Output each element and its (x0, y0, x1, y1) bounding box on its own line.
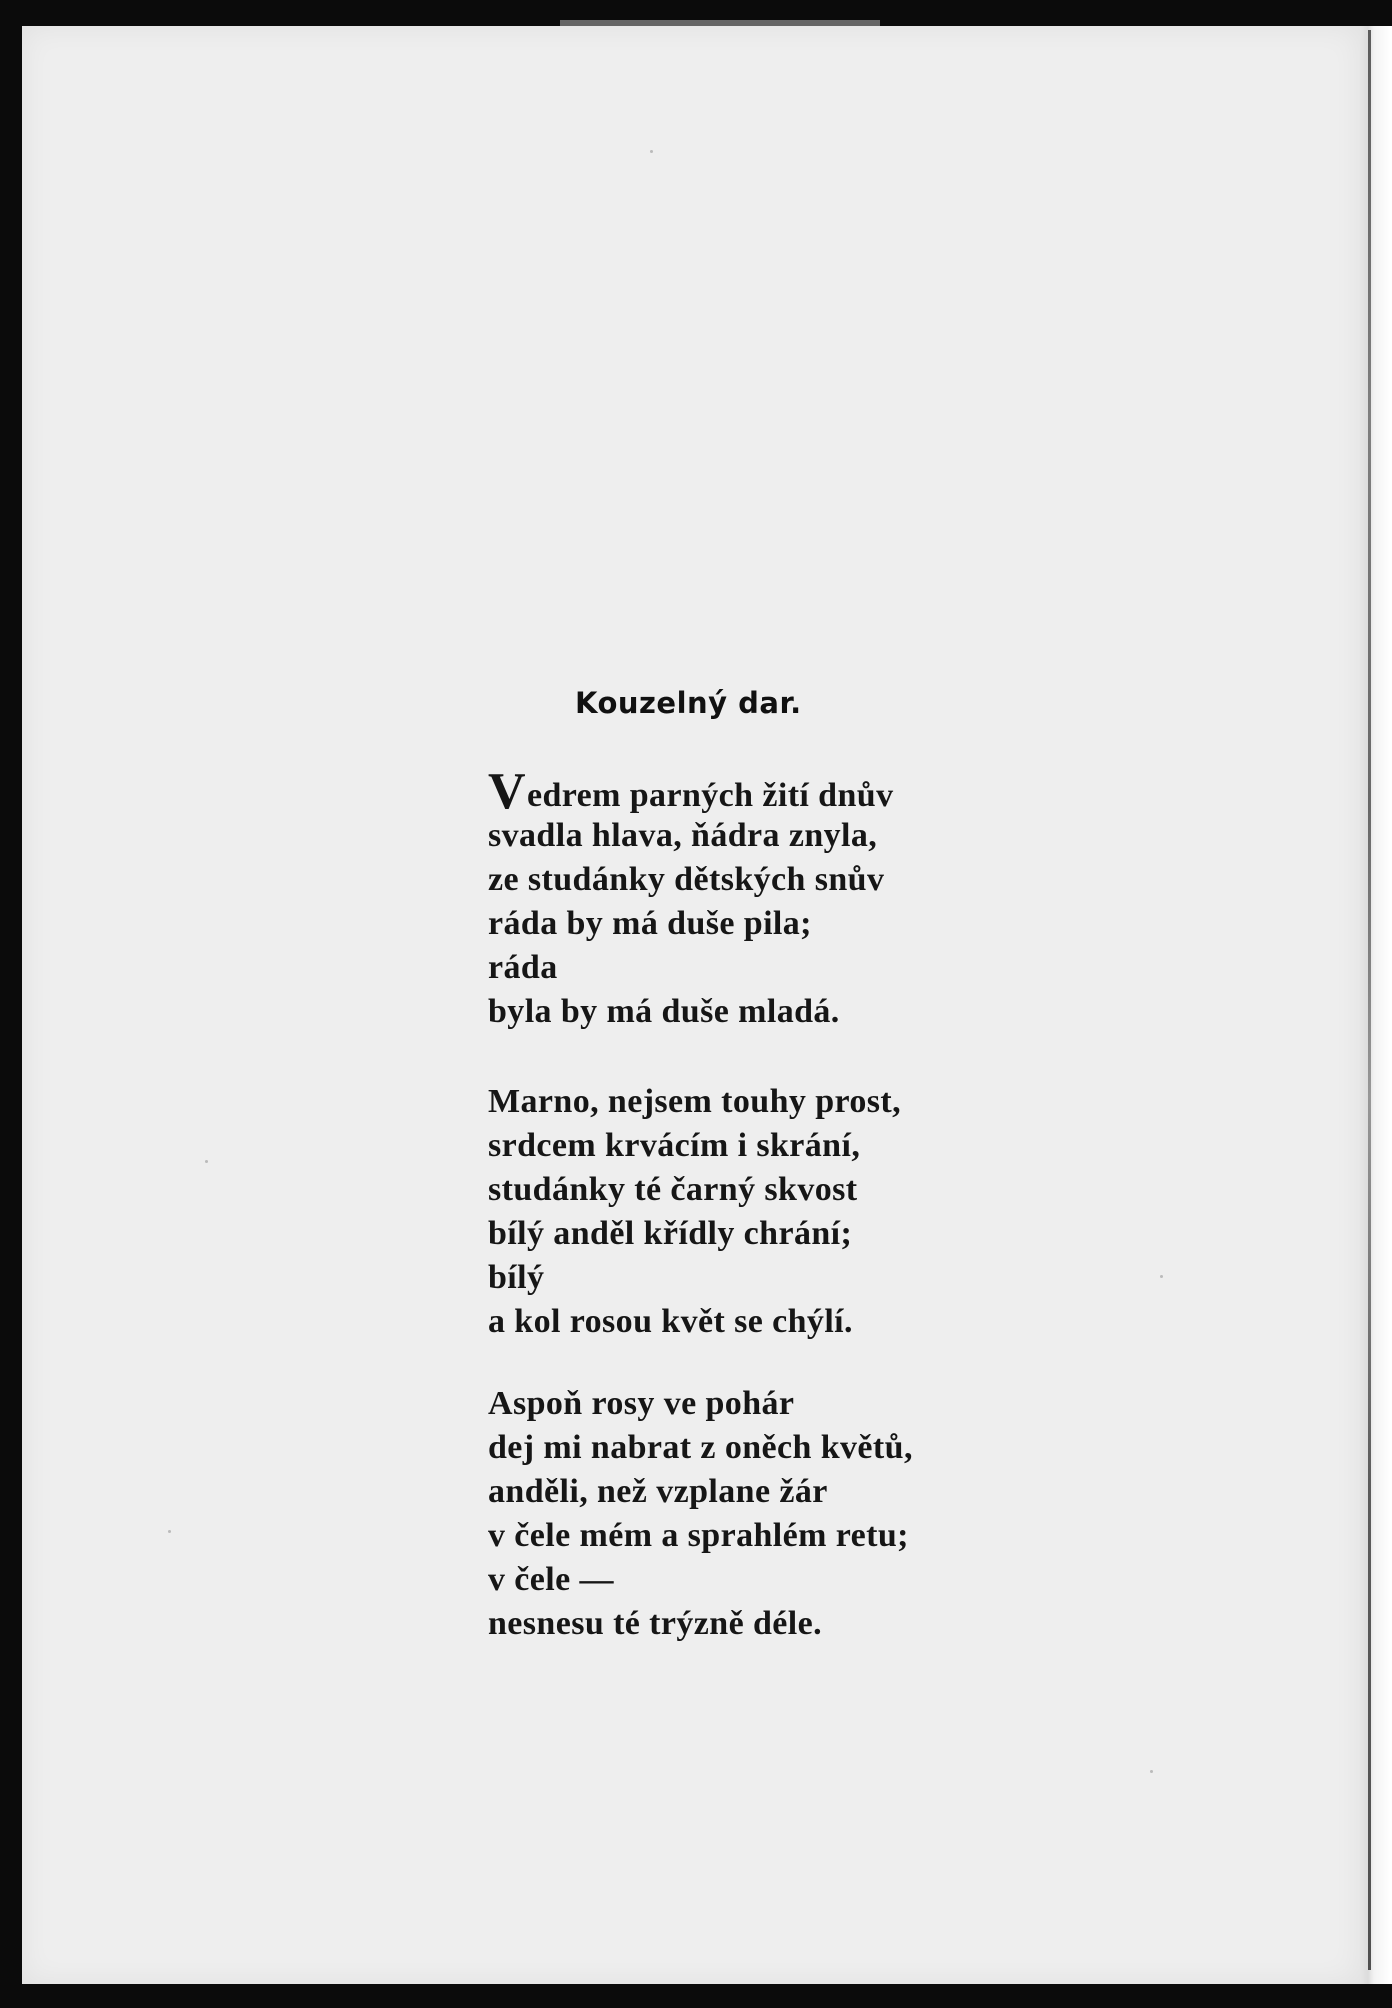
poem-line: ze studánky dětských snův (488, 861, 885, 898)
drop-cap: V (488, 763, 526, 820)
line-text: edrem parných žití dnův (526, 777, 894, 814)
poem-line: Aspoň rosy ve pohár (488, 1385, 795, 1422)
paper-speck (650, 150, 653, 153)
stanza (488, 1080, 1088, 1344)
poem-line: srdcem krvácím i skrání, (488, 1127, 861, 1164)
paper-speck (168, 1530, 171, 1533)
poem-line: dej mi nabrat z oněch květů, (488, 1429, 913, 1466)
poem-line: bílý anděl křídly chrání; (488, 1215, 853, 1252)
top-edge-artifact (560, 20, 880, 26)
paper-speck (205, 1160, 208, 1163)
poem-line: v čele — (488, 1561, 614, 1598)
poem-line: bílý (488, 1259, 545, 1296)
poem-line: svadla hlava, ňádra znyla, (488, 817, 878, 854)
stanza (488, 1382, 1088, 1646)
poem-line: ráda (488, 949, 558, 986)
poem-line: nesnesu té trýzně déle. (488, 1605, 823, 1642)
poem-line: byla by má duše mladá. (488, 993, 840, 1030)
poem-line: a kol rosou květ se chýlí. (488, 1303, 853, 1340)
poem-line: studánky té čarný skvost (488, 1171, 858, 1208)
paper-speck (1150, 1770, 1153, 1773)
poem-line: Marno, nejsem touhy prost, (488, 1083, 902, 1120)
poem-title: Kouzelný dar. (575, 686, 802, 720)
poem-line: v čele mém a sprahlém retu; (488, 1517, 909, 1554)
poem-line (488, 763, 1088, 820)
poem-line: ráda by má duše pila; (488, 905, 812, 942)
poem-line: anděli, než vzplane žár (488, 1473, 828, 1510)
page-edge (1360, 26, 1392, 1984)
paper-speck (1160, 1275, 1163, 1278)
binding-edge-line (1368, 30, 1371, 1970)
stanza (488, 763, 1088, 1034)
